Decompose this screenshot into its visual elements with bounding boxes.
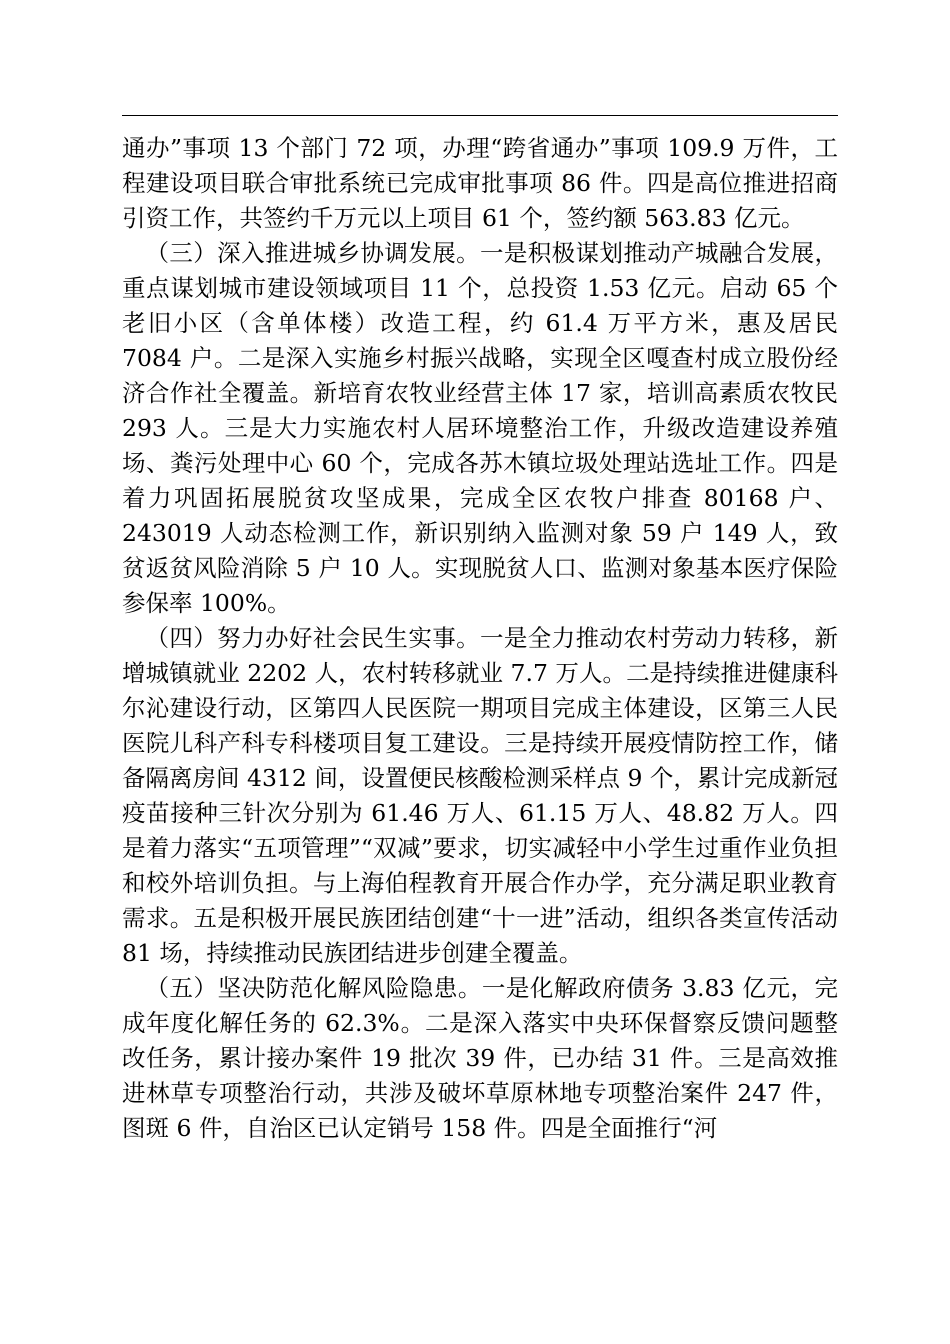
header-rule	[122, 115, 838, 116]
paragraph-section-four: （四）努力办好社会民生实事。一是全力推动农村劳动力转移，新增城镇就业 2202 人，农村转移就业 7.7 万人。二是持续推进健康科尔沁建设行动，区第四人民医院一期项目完成主体建设，区第三人民医院儿科产科专科楼项目复工建设。三是持续开展疫情防控工作，储备隔离房间 4312 间，设置便民核酸检测采样点 9 个，累计完成新冠疫苗接种三针次分别为 61.46 万人、61.15 万人、48.82 万人。四是着力落实“五项管理”“双减”要求，切实减轻中小学生过重作业负担和校外培训负担。与上海伯程教育开展合作办学，充分满足职业教育需求。五是积极开展民族团结创建“十一进”活动，组织各类宣传活动 81 场，持续推动民族团结进步创建全覆盖。	[122, 624, 838, 967]
paragraph-section-five: （五）坚决防范化解风险隐患。一是化解政府债务 3.83 亿元，完成年度化解任务的 62.3%。二是深入落实中央环保督察反馈问题整改任务，累计接办案件 19 批次 39 件，已办结 31 件。三是高效推进林草专项整治行动，共涉及破坏草原林地专项整治案件 247 件，图斑 6 件，自治区已认定销号 158 件。四是全面推行“河	[122, 974, 838, 1142]
document-body	[122, 131, 838, 1146]
paragraph-continuation: 通办”事项 13 个部门 72 项，办理“跨省通办”事项 109.9 万件，工程建设项目联合审批系统已完成审批事项 86 件。四是高位推进招商引资工作，共签约千万元以上项目 61 个，签约额 563.83 亿元。	[122, 134, 838, 232]
paragraph-section-three: （三）深入推进城乡协调发展。一是积极谋划推动产城融合发展，重点谋划城市建设领域项目 11 个，总投资 1.53 亿元。启动 65 个老旧小区（含单体楼）改造工程，约 61.4 万平方米，惠及居民 7084 户。二是深入实施乡村振兴战略，实现全区嘎查村成立股份经济合作社全覆盖。新培育农牧业经营主体 17 家，培训高素质农牧民 293 人。三是大力实施农村人居环境整治工作，升级改造建设养殖场、粪污处理中心 60 个，完成各苏木镇垃圾处理站选址工作。四是着力巩固拓展脱贫攻坚成果，完成全区农牧户排查 80168 户、243019 人动态检测工作，新识别纳入监测对象 59 户 149 人，致贫返贫风险消除 5 户 10 人。实现脱贫人口、监测对象基本医疗保险参保率 100%。	[122, 239, 838, 617]
